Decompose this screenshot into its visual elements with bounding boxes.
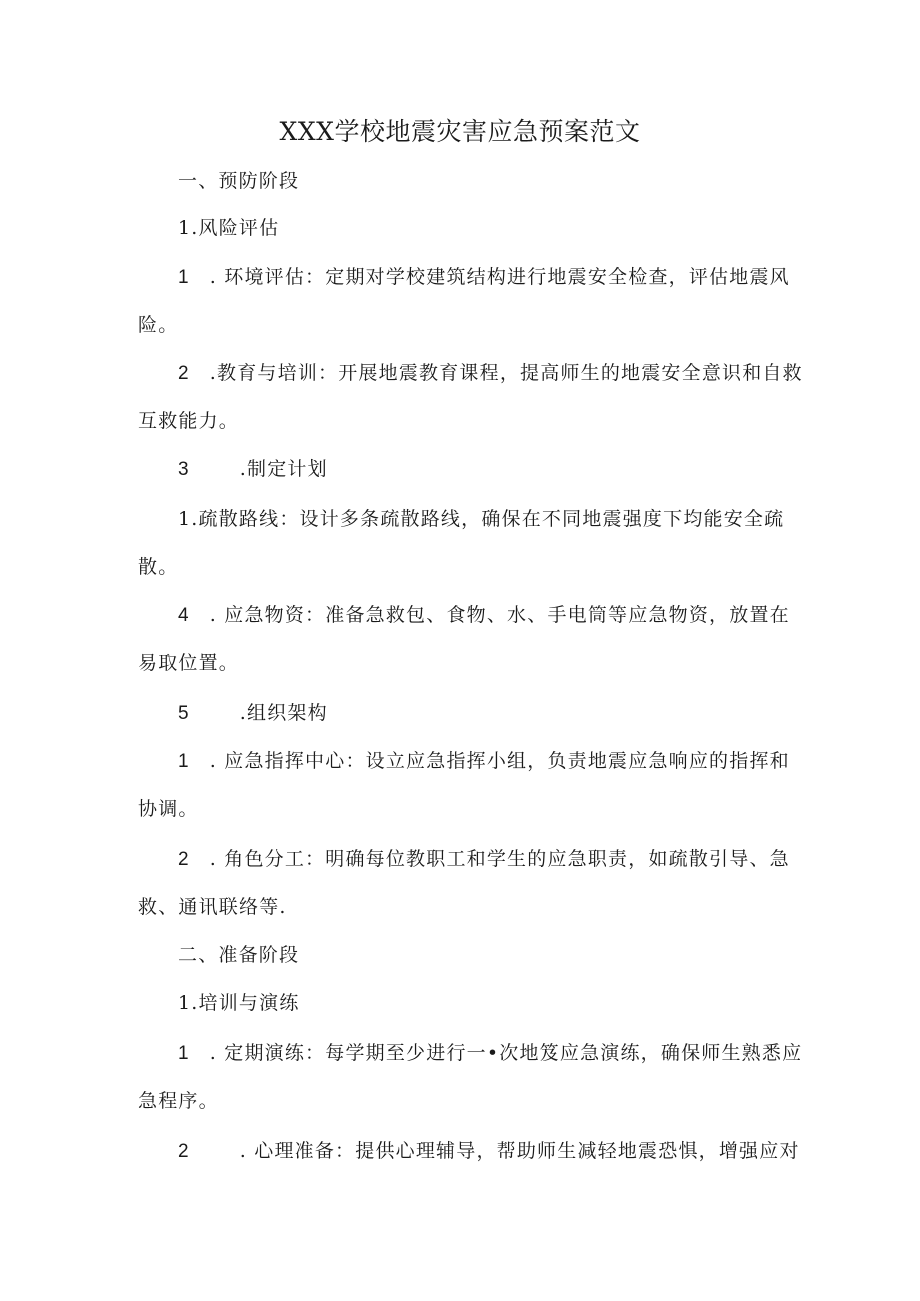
document-title: XXX学校地震灾害应急预案范文 [279,117,641,146]
paragraph-line [178,844,790,875]
paragraph-line: 散。 [138,556,179,578]
item-number: 1 [178,751,190,772]
item-number: 2 [178,849,190,870]
subsection-heading [178,698,328,729]
paragraph-line: 救、通讯联络等. [138,896,287,918]
item-text: . 角色分工：明确每位教职工和学生的应急职责，如疏散引导、急 [209,848,790,870]
item-number: 2 [178,1141,190,1162]
section-heading: 一、预防阶段 [178,170,300,192]
item-text: . 定期演练：每学期至少进行一•次地笈应急演练，确保师生熟悉应 [209,1042,803,1064]
item-number: 5 [178,703,190,724]
paragraph-line: 互救能力。 [138,410,240,432]
paragraph-line [178,262,790,293]
item-text: .制定计划 [239,458,328,480]
paragraph-line [178,1038,802,1069]
item-number: 1 [178,267,190,288]
paragraph-line: 急程序。 [138,1090,219,1112]
paragraph-line [178,1136,800,1167]
item-text: .教育与培训：开展地震教育课程，提高师生的地震安全意识和自救 [209,362,803,384]
subsection-heading: 1.培训与演练 [178,992,300,1014]
paragraph-line: 1.疏散路线：设计多条疏散路线，确保在不同地震强度下均能安全疏 [178,508,785,530]
subsection-heading [178,454,328,485]
paragraph-line [178,358,803,389]
item-number: 1 [178,1043,190,1064]
item-text: . 应急指挥中心：设立应急指挥小组，负责地震应急响应的指挥和 [209,750,790,772]
paragraph-line [178,600,790,631]
item-number: 2 [178,363,190,384]
section-heading: 二、准备阶段 [178,944,300,966]
paragraph-line: 易取位置。 [138,652,240,674]
item-number: 3 [178,459,190,480]
paragraph-line: 协调。 [138,798,199,820]
subsection-heading: 1.风险评估 [178,217,280,239]
paragraph-line: 险。 [138,314,179,336]
item-text: . 环境评估：定期对学校建筑结构进行地震安全检查，评估地震风 [209,266,790,288]
item-text: . 心理准备：提供心理辅导，帮助师生减轻地震恐惧，增强应对 [239,1140,800,1162]
paragraph-line [178,746,790,777]
item-number: 4 [178,605,190,626]
item-text: .组织架构 [239,702,328,724]
item-text: . 应急物资：准备急救包、食物、水、手电筒等应急物资，放置在 [209,604,790,626]
